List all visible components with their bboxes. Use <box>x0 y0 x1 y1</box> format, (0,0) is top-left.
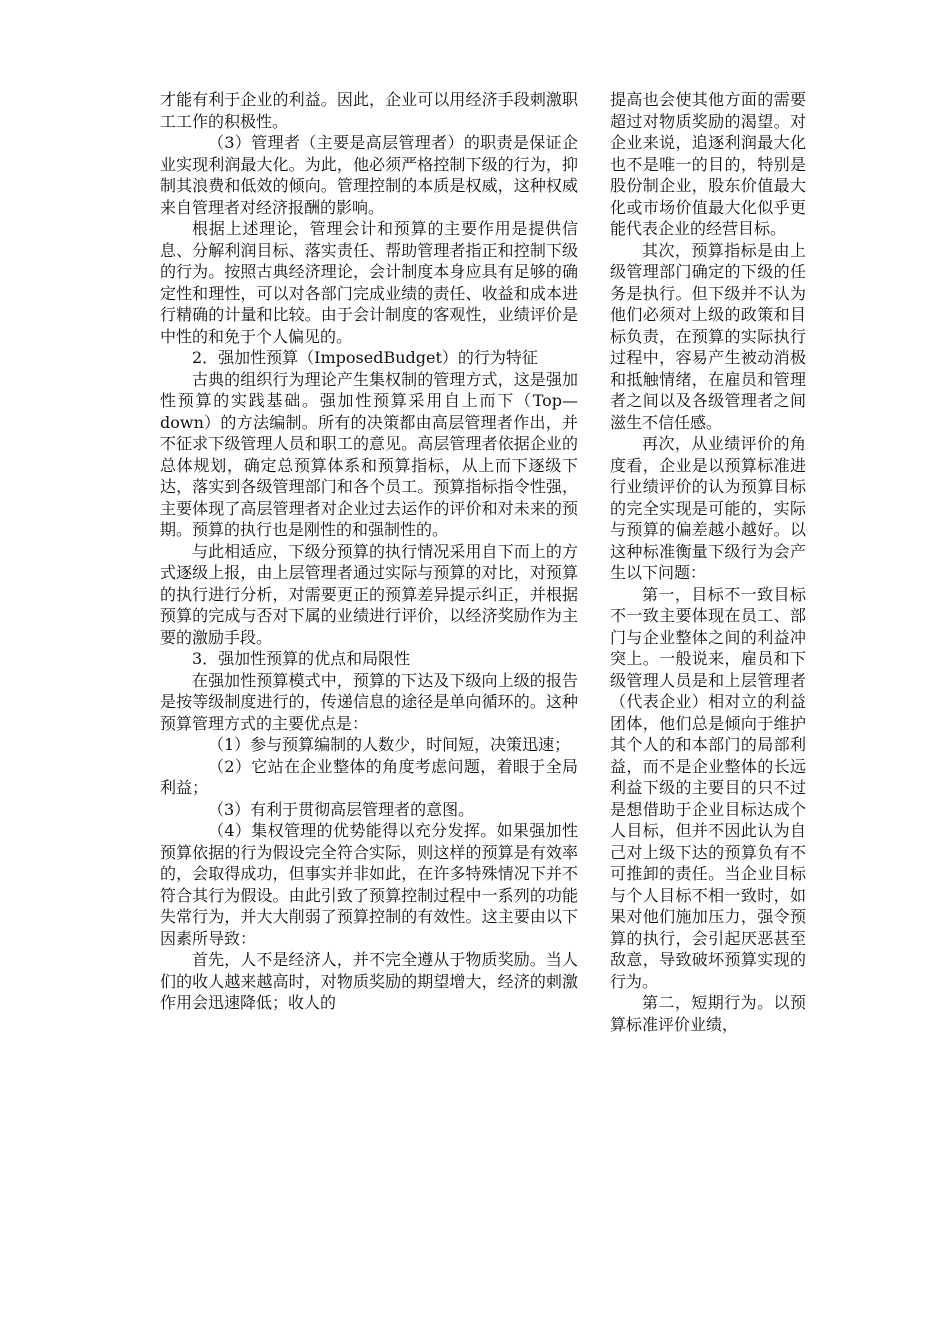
paragraph: 首先，人不是经济人，并不完全遵从于物质奖励。当人们的收人越来越高时，对物质奖励的期望增大，经济的刺激作用会迅速降低；收人的 <box>160 950 578 1012</box>
section-heading: 3．强加性预算的优点和局限性 <box>192 649 411 668</box>
paragraph: 第二，短期行为。以预算标准评价业绩， <box>610 993 806 1034</box>
paragraph: 在强加性预算模式中，预算的下达及下级向上级的报告是按等级制度进行的，传递信息的途径是单向循环的。这种预算管理方式的主要优点是： <box>160 670 578 733</box>
paragraph: 才能有利于企业的利益。因此，企业可以用经济手段刺激职工工作的积极性。 <box>160 90 578 131</box>
paragraph: 其次，预算指标是由上级管理部门确定的下级的任务是执行。但下级并不认为他们必须对上级的政策和目标负责，在预算的实际执行过程中，容易产生被动消极和抵触情绪，在雇员和管理者之间以及各级管理者之间滋生不信任感。 <box>610 240 806 432</box>
paragraph: 再次，从业绩评价的角度看，企业是以预算标准进行业绩评价的认为预算目标的完全实现是可能的，实际与预算的偏差越小越好。以这种标准衡量下级行为会产生以下问题： <box>610 434 806 582</box>
paragraph: 第一，目标不一致目标不一致主要体现在员工、部门与企业整体之间的利益冲突上。一般说来，雇员和下级管理人员是和上层管理者（代表企业）相对立的利益团体，他们总是倾向于维护其个人的和本部门的局部利益，而不是企业整体的长远利益下级的主要目的只不过是想借助于企业目标达成个人目标，但并不因此认为自己对上级下达的预算负有不可推卸的责任。当企业目标与个人目标不相一致时，如果对他们施加压力，强令预算的执行，会引起厌恶甚至敌意，导致破坏预算实现的行为。 <box>610 584 806 991</box>
paragraph: 根据上述理论，管理会计和预算的主要作用是提供信息、分解利润目标、落实责任、帮助管理者指正和控制下级的行为。按照古典经济理论，会计制度本身应具有足够的确定性和理性，可以对各部门完成业绩的责任、收益和成本进行精确的计量和比较。由于会计制度的客观性，业绩评价是中性的和免于个人偏见的。 <box>160 219 578 346</box>
paragraph: 古典的组织行为理论产生集权制的管理方式，这是强加性预算的实践基础。强加性预算采用自上而下（Top—down）的方法编制。所有的决策都由高层管理者作出，并不征求下级管理人员和职工的意见。高层管理者依据企业的总体规划，确定总预算体系和预算指标，从上而下逐级下达，落实到各级管理部门和各个员工。预算指标指令性强，主要体现了高层管理者对企业过去运作的评价和对未来的预期。预算的执行也是刚性的和强制性的。 <box>160 369 578 539</box>
list-item: （4）集权管理的优势能得以充分发挥。如果强加性预算依据的行为假设完全符合实际，则这样的预算是有效率的，会取得成功，但事实并非如此，在许多特殊情况下并不符合其行为假设。由此引致了预算控制过程中一系列的功能失常行为，并大大削弱了预算控制的有效性。这主要由以下因素所导致： <box>160 821 578 948</box>
list-item: （2）它站在企业整体的角度考虑问题，着眼于全局利益； <box>160 756 578 797</box>
right-text-column <box>610 89 806 1035</box>
list-item: （3）有利于贯彻高层管理者的意图。 <box>208 799 475 819</box>
list-item: （1）参与预算编制的人数少，时间短，决策迅速； <box>208 735 571 754</box>
paragraph: 提高也会使其他方面的需要超过对物质奖励的渴望。对企业来说，追逐利润最大化也不是唯一的目的，特别是股份制企业，股东价值最大化或市场价值最大化似乎更能代表企业的经营目标。 <box>610 90 806 238</box>
paragraph: 与此相适应，下级分预算的执行情况采用自下而上的方式逐级上报，由上层管理者通过实际与预算的对比，对预算的执行进行分析，对需要更正的预算差异提示纠正，并根据预算的完成与否对下属的业绩进行评价，以经济奖励作为主要的激励手段。 <box>160 541 578 647</box>
section-heading: 2．强加性预算（ImposedBudget）的行为特征 <box>192 348 538 367</box>
left-text-column <box>160 89 578 1014</box>
paragraph: （3）管理者（主要是高层管理者）的职责是保证企业实现利润最大化。为此，他必须严格控制下级的行为，抑制其浪费和低效的倾向。管理控制的本质是权威，这种权威来自管理者对经济报酬的影响。 <box>160 133 578 217</box>
